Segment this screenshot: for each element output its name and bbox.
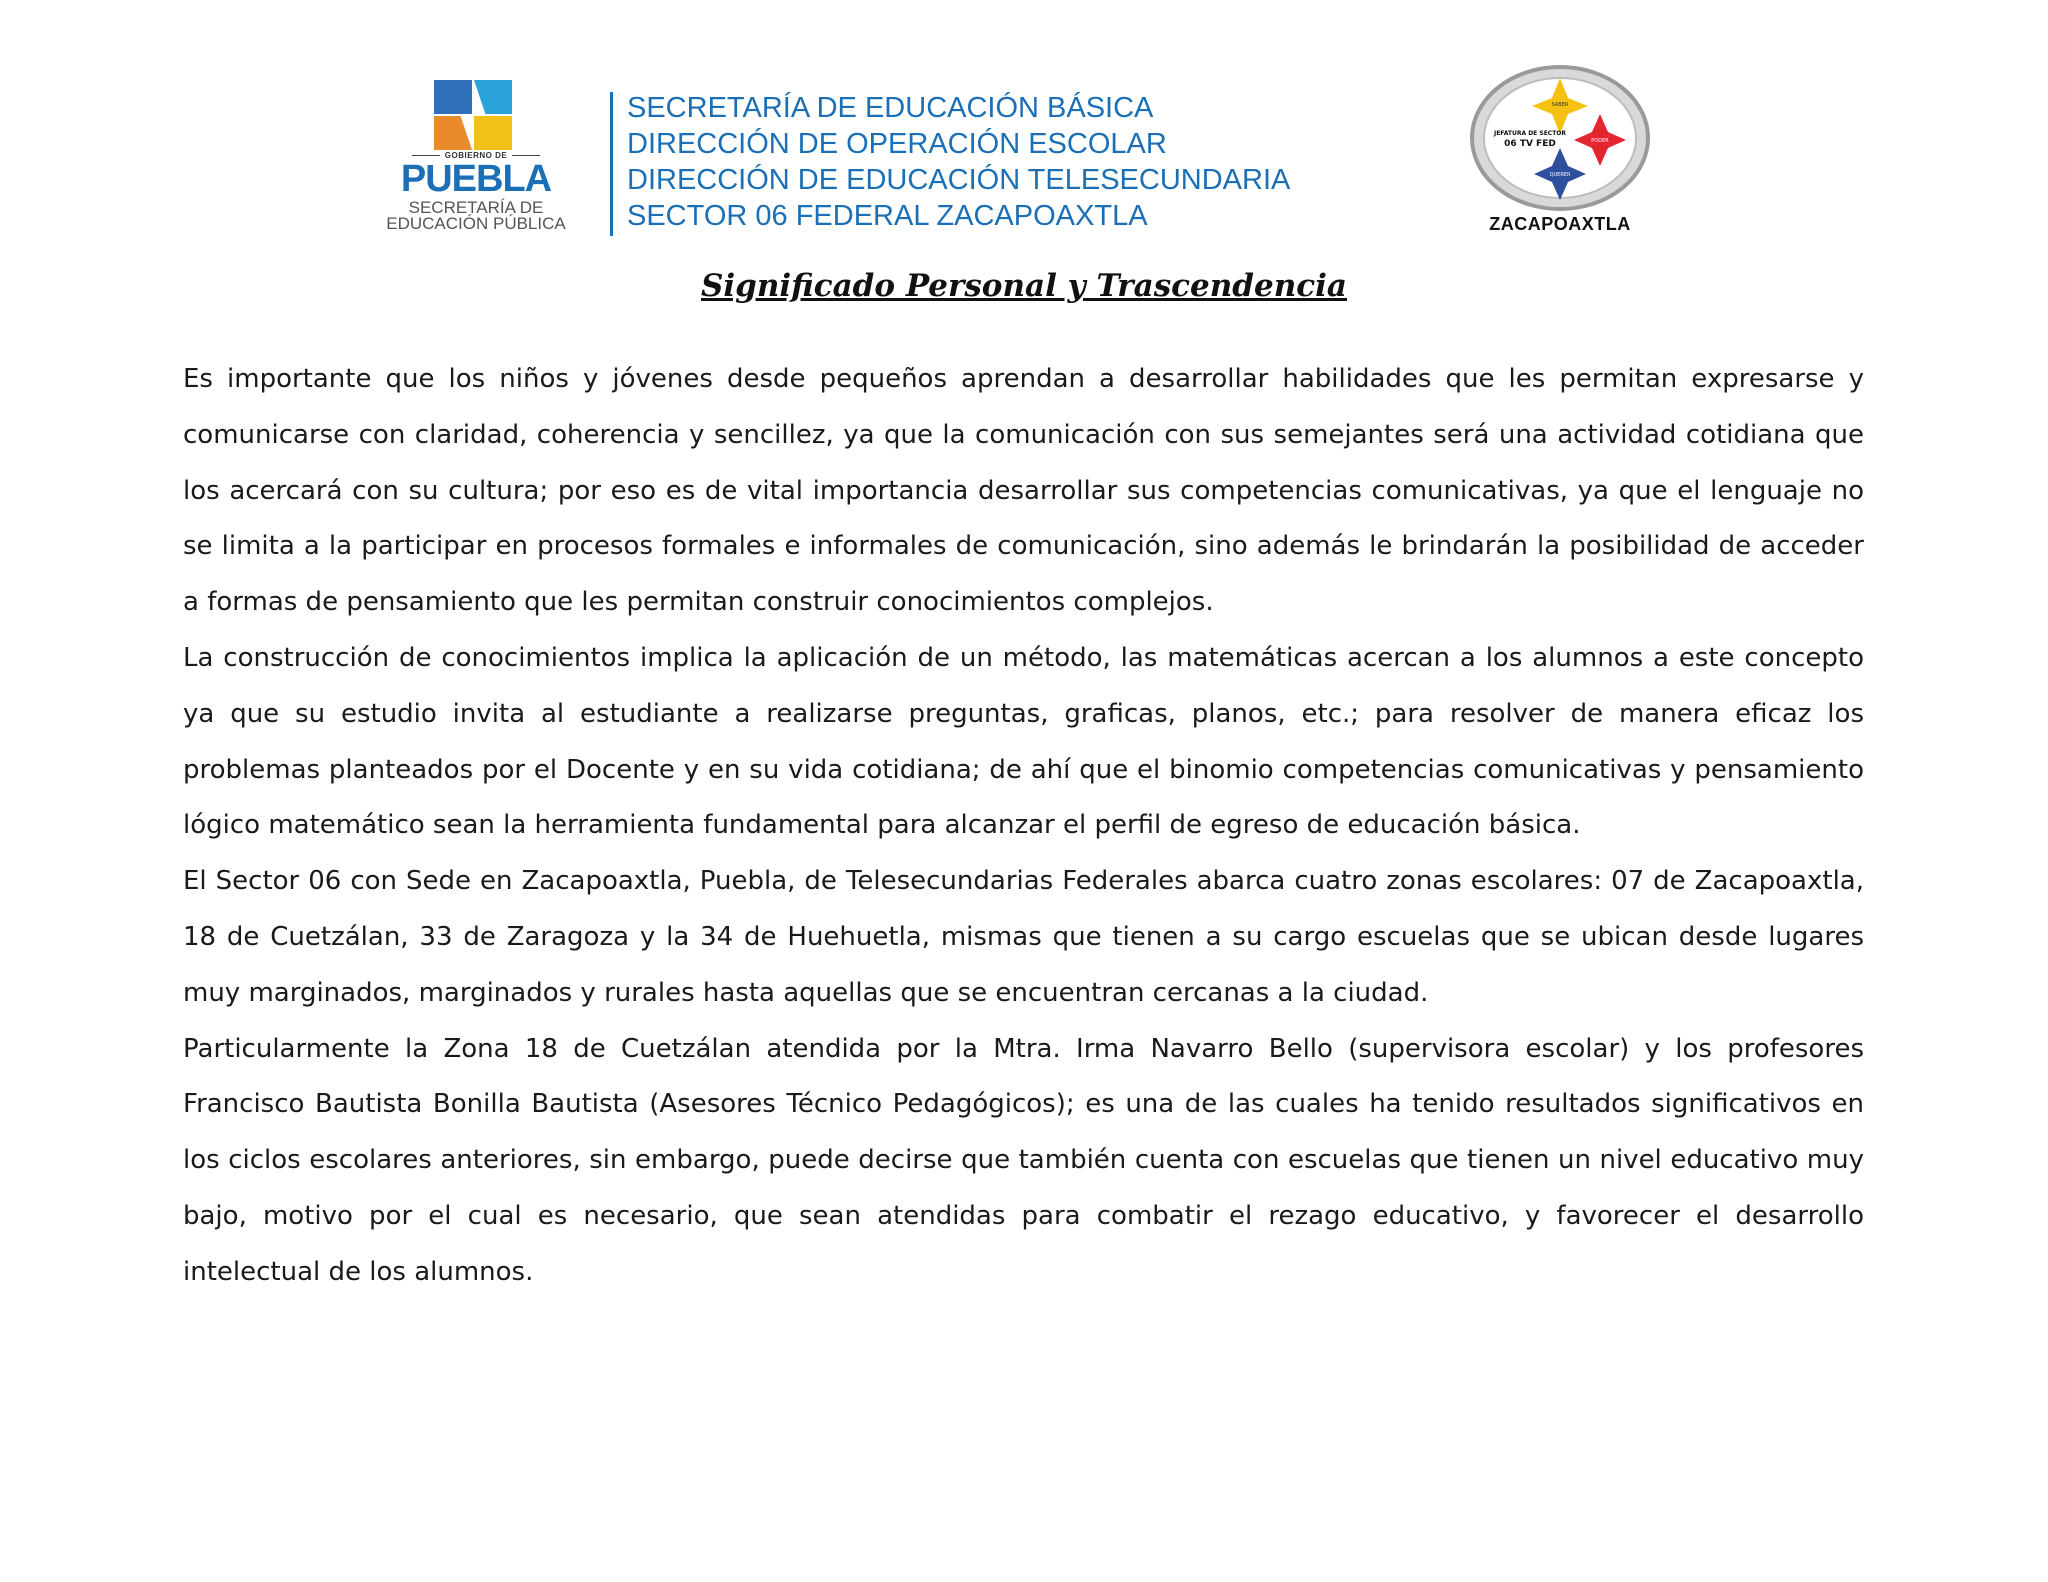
header-line-2: DIRECCIÓN DE OPERACIÓN ESCOLAR xyxy=(627,128,1167,160)
header-divider xyxy=(610,92,613,236)
header-line-4: SECTOR 06 FEDERAL ZACAPOAXTLA xyxy=(627,200,1148,232)
logo-tile-factory-icon xyxy=(434,80,472,114)
paragraph: La construcción de conocimientos implica la aplicación de un método, las matemáticas acercan a los alumnos a este concepto ya que su estudio invita al estudiante a realizarse preguntas, graficas, planos, etc.; para resolver de manera eficaz los problemas planteados por el Docente y en su vida cotidiana; de ahí que el binomio competencias comunicativas y pensamiento lógico matemático sean la herramienta fundamental para alcanzar el perfil de egreso de educación básica. xyxy=(183,642,1864,841)
paragraph: Particularmente la Zona 18 de Cuetzálan atendida por la Mtra. Irma Navarro Bello (supervisora escolar) y los profesores Francisco Bautista Bonilla Bautista (Asesores Técnico Pedagógicos); es una de las cuales ha tenido resultados significativos en los ciclos escolares anteriores, sin embargo, puede decirse que también cuenta con escuelas que tienen un nivel educativo muy bajo, motivo por el cual es necesario, que sean atendidas para combatir el rezago educativo, y favorecer el desarrollo intelectual de los alumnos. xyxy=(183,1033,1864,1287)
svg-text:QUERER: QUERER xyxy=(1549,172,1571,178)
paragraph: Es importante que los niños y jóvenes desde pequeños aprendan a desarrollar habilidades que les permitan expresarse y comunicarse con claridad, coherencia y sencillez, ya que la comunicación con sus semejantes será una actividad cotidiana que los acercará con su cultura; por eso es de vital importancia desarrollar sus competencias comunicativas, ya que el lenguaje no se limita a la participar en procesos formales e informales de comunicación, sino además le brindarán la posibilidad de acceder a formas de pensamiento que les permitan construir conocimientos complejos. xyxy=(183,364,1864,618)
logo-subtitle-1: SECRETARÍA DE xyxy=(408,198,544,217)
document-title: Significado Personal y Trascendencia xyxy=(701,268,1347,304)
puebla-government-logo xyxy=(378,78,574,238)
paragraph: El Sector 06 con Sede en Zacapoaxtla, Puebla, de Telesecundarias Federales abarca cuatro zonas escolares: 07 de Zacapoaxtla, 18 de Cuetzálan, 33 de Zaragoza y la 34 de Huehuetla, mismas que tienen a su cargo escuelas que se ubican desde lugares muy marginados, marginados y rurales hasta aquellas que se encuentran cercanas a la ciudad. xyxy=(183,866,1864,1008)
svg-text:SABER: SABER xyxy=(1551,102,1569,108)
logo-subtitle-2: EDUCACIÓN PÚBLICA xyxy=(386,214,566,233)
header-institution-lines xyxy=(627,90,1290,234)
logo-name: PUEBLA xyxy=(400,158,552,200)
logo-small-label: GOBIERNO DE xyxy=(378,151,574,160)
logo-tile-orange-icon xyxy=(434,116,472,150)
sector-logo xyxy=(1460,62,1660,242)
svg-text:06 TV FED: 06 TV FED xyxy=(1504,139,1556,149)
logo-tile-yellow-icon xyxy=(474,116,512,150)
sector-emblem-icon xyxy=(1460,62,1660,212)
svg-text:JEFATURA DE SECTOR: JEFATURA DE SECTOR xyxy=(1493,130,1567,137)
header-line-1: SECRETARÍA DE EDUCACIÓN BÁSICA xyxy=(627,92,1154,124)
logo-tile-blue-icon xyxy=(474,80,512,114)
document-body xyxy=(183,352,1864,1301)
svg-text:PODER: PODER xyxy=(1591,138,1609,144)
header-line-3: DIRECCIÓN DE EDUCACIÓN TELESECUNDARIA xyxy=(627,164,1291,196)
sector-caption: ZACAPOAXTLA xyxy=(1489,214,1631,234)
